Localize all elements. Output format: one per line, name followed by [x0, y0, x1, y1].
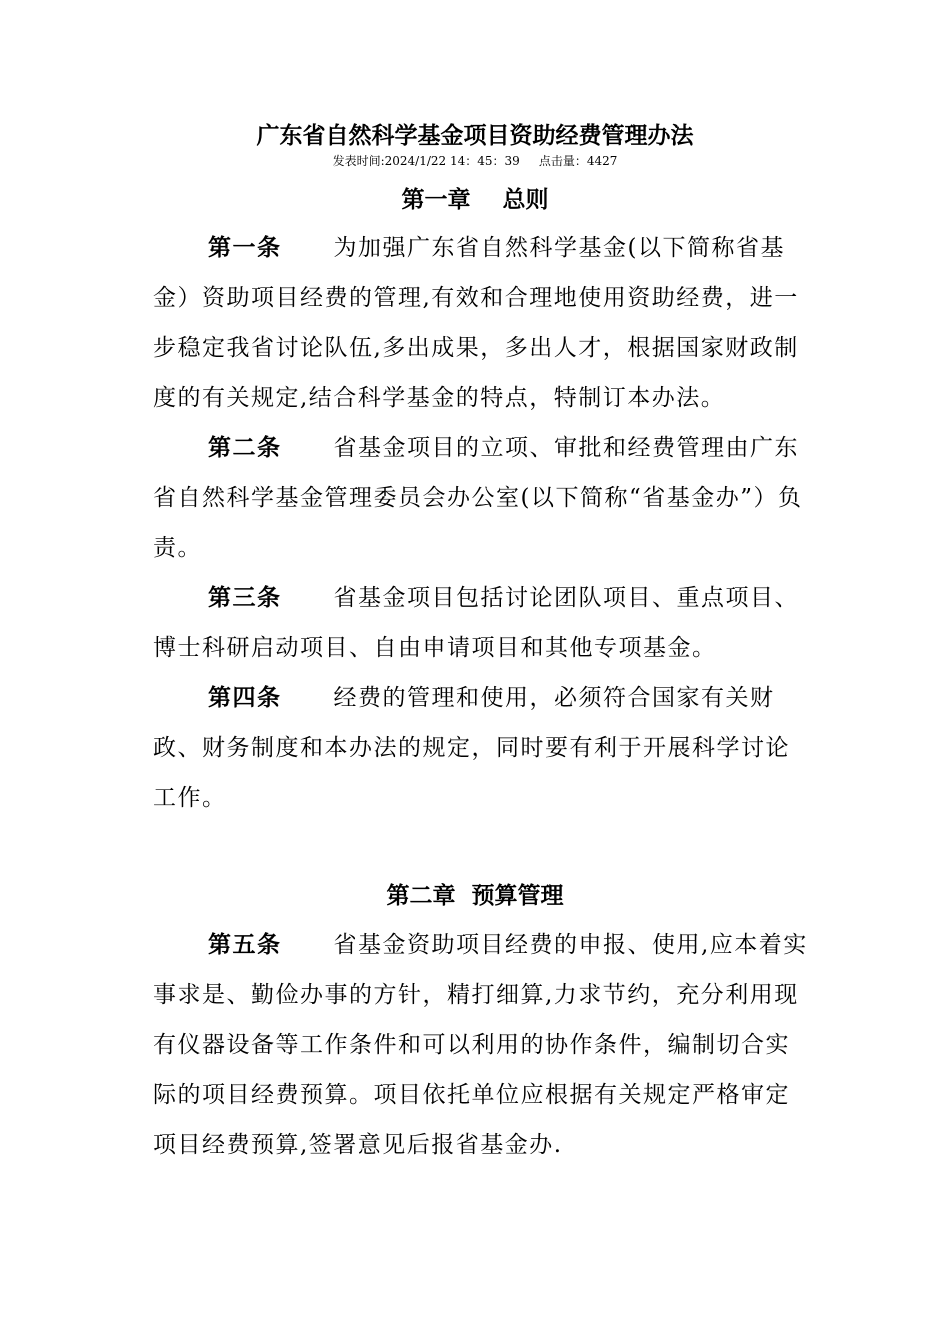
article-4-text: 经费的管理和使用，必须符合国家有关财政、财务制度和本办法的规定，同时要有利于开展科学讨论工作。 [153, 685, 790, 811]
article-4-number: 第四条 [208, 684, 282, 711]
article-1-number: 第一条 [208, 234, 282, 261]
document-meta: 发表时间:2024/1/22 14：45：39 点击量：4427 [332, 154, 618, 168]
chapter-1-title: 第一章 总则 [401, 186, 549, 213]
article-1-text: 为加强广东省自然科学基金(以下简称省基金）资助项目经费的管理,有效和合理地使用资助经费，进一步稳定我省讨论队伍,多出成果，多出人才，根据国家财政制度的有关规定,结合科学基金的特点，特制订本办法。 [153, 235, 799, 411]
article-2-text: 省基金项目的立项、审批和经费管理由广东省自然科学基金管理委员会办公室(以下简称“省基金办”）负责。 [153, 435, 803, 561]
document-title: 广东省自然科学基金项目资助经费管理办法 [256, 122, 694, 149]
article-5-text: 省基金资助项目经费的申报、使用,应本着实事求是、勤俭办事的方针，精打细算,力求节约，充分利用现有仪器设备等工作条件和可以利用的协作条件，编制切合实际的项目经费预算。项目依托单位应根据有关规定严格审定项目经费预算,签署意见后报省基金办. [153, 932, 808, 1158]
article-3-number: 第三条 [208, 584, 282, 611]
article-1 [153, 223, 808, 423]
article-5-number: 第五条 [208, 931, 282, 958]
article-5 [153, 920, 808, 1170]
article-2-number: 第二条 [208, 434, 282, 461]
article-3-text: 省基金项目包括讨论团队项目、重点项目、博士科研启动项目、自由申请项目和其他专项基金。 [153, 585, 799, 661]
article-4 [153, 673, 808, 823]
article-3 [153, 573, 808, 673]
chapter-2-title: 第二章 预算管理 [386, 882, 564, 909]
article-2 [153, 423, 808, 573]
